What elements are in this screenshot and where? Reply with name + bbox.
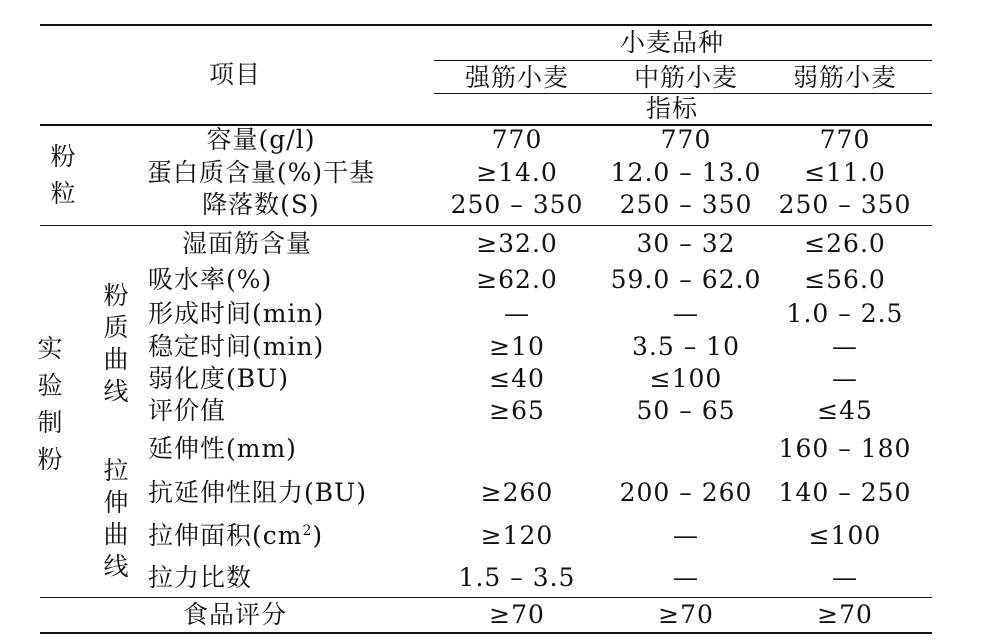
row-label: 容量(g/l) xyxy=(206,125,316,154)
item-header: 项目 xyxy=(208,60,262,89)
cell-value: — xyxy=(504,299,530,328)
cell-value: ≤100 xyxy=(649,364,723,393)
variety-strong-header: 强筋小麦 xyxy=(464,63,570,92)
row-label: 稳定时间(min) xyxy=(148,332,325,361)
cell-value: 30 – 32 xyxy=(636,229,736,258)
bottom-rule xyxy=(40,632,932,634)
cell-value: 160 – 180 xyxy=(778,434,912,463)
cell-value: ≥70 xyxy=(489,600,545,629)
wheat-variety-header: 小麦品种 xyxy=(619,28,725,57)
cell-value: 250 – 350 xyxy=(450,190,584,219)
cell-value: ≥260 xyxy=(480,478,554,507)
milling-bottom-rule xyxy=(40,597,932,598)
extensograph-group-label: 拉 伸 曲 线 xyxy=(103,456,129,581)
grain-bottom-rule xyxy=(40,225,932,226)
cell-value: ≤45 xyxy=(817,396,873,425)
cell-value: ≥70 xyxy=(817,600,873,629)
cell-value: 12.0 – 13.0 xyxy=(610,158,762,187)
cell-value: 1.0 – 2.5 xyxy=(786,299,904,328)
cell-value: ≥10 xyxy=(489,332,545,361)
row-label: 降落数(S) xyxy=(202,190,320,219)
row-label: 蛋白质含量(%)干基 xyxy=(146,158,376,187)
row-label xyxy=(148,521,323,551)
row-label-text: 拉伸面积(cm xyxy=(148,521,303,550)
cell-value: 770 xyxy=(491,125,543,154)
cell-value: — xyxy=(673,563,699,592)
row-label: 吸水率(%) xyxy=(148,265,273,294)
row-label: 拉力比数 xyxy=(148,563,253,592)
variety-medium-header: 中筋小麦 xyxy=(633,63,739,92)
cell-value: ≤11.0 xyxy=(804,158,886,187)
top-rule xyxy=(40,24,932,26)
cell-value: 1.5 – 3.5 xyxy=(458,563,576,592)
cell-value: ≥65 xyxy=(489,396,545,425)
row-label: 抗延伸性阻力(BU) xyxy=(148,478,367,507)
row-label: 湿面筋含量 xyxy=(181,229,313,258)
grain-section-label: 粉 粒 xyxy=(50,142,76,208)
variety-weak-header: 弱筋小麦 xyxy=(792,63,898,92)
cell-value: ≤26.0 xyxy=(804,229,886,258)
cell-value: ≥70 xyxy=(658,600,714,629)
row-label-tail: ) xyxy=(312,521,324,550)
cell-value: — xyxy=(832,364,858,393)
row-label: 弱化度(BU) xyxy=(148,364,289,393)
indicator-header: 指标 xyxy=(645,94,699,123)
cell-value: — xyxy=(832,563,858,592)
row-label: 形成时间(min) xyxy=(148,299,325,328)
row-label: 延伸性(mm) xyxy=(148,434,297,463)
cell-value: ≥120 xyxy=(480,521,554,550)
cell-value: ≥62.0 xyxy=(476,265,558,294)
milling-section-label: 实 验 制 粉 xyxy=(37,334,63,474)
cell-value: 250 – 350 xyxy=(778,190,912,219)
cell-value: ≥14.0 xyxy=(476,158,558,187)
cell-value: — xyxy=(673,299,699,328)
cell-value: 50 – 65 xyxy=(636,396,736,425)
superscript: 2 xyxy=(302,523,313,539)
cell-value: 250 – 350 xyxy=(619,190,753,219)
cell-value: 770 xyxy=(660,125,712,154)
cell-value: ≤56.0 xyxy=(804,265,886,294)
cell-value: 770 xyxy=(819,125,871,154)
cell-value: — xyxy=(832,332,858,361)
farinograph-group-label: 粉 质 曲 线 xyxy=(103,281,129,406)
cell-value: ≤100 xyxy=(808,521,882,550)
cell-value: 3.5 – 10 xyxy=(632,332,740,361)
cell-value: ≤40 xyxy=(489,364,545,393)
cell-value: ≥32.0 xyxy=(476,229,558,258)
row-label: 食品评分 xyxy=(182,600,288,629)
cell-value: 140 – 250 xyxy=(778,478,912,507)
cell-value: — xyxy=(673,521,699,550)
row-label: 评价值 xyxy=(148,396,227,425)
cell-value: 200 – 260 xyxy=(619,478,753,507)
cell-value: 59.0 – 62.0 xyxy=(610,265,762,294)
header-bottom-rule xyxy=(40,124,932,126)
variety-header-rule xyxy=(434,60,932,61)
